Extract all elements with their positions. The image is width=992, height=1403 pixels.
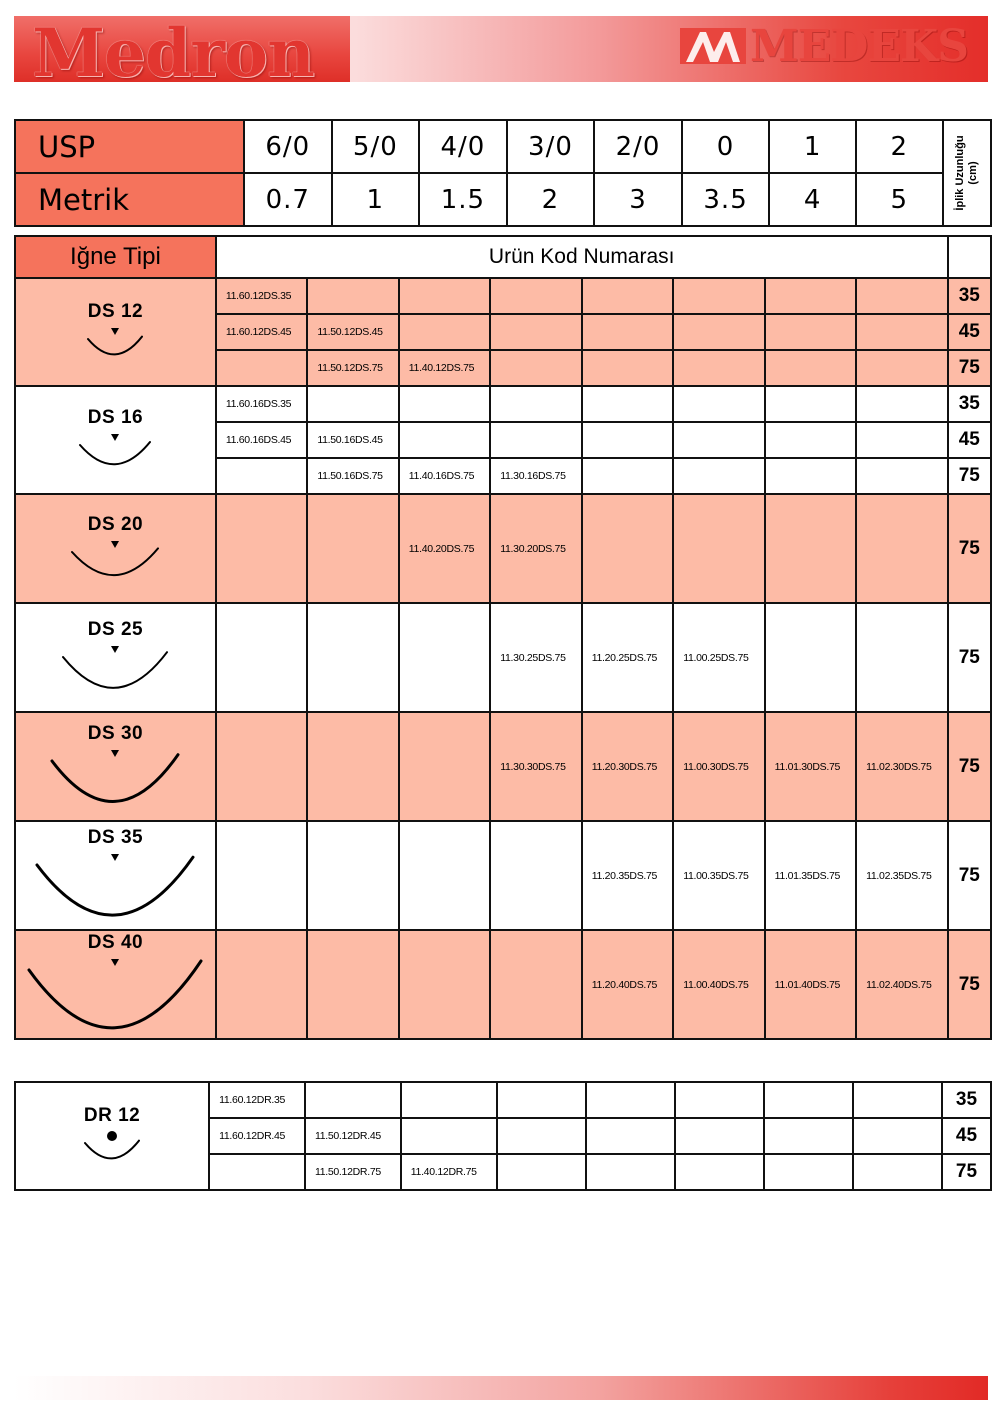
- needle-type-cell: [15, 386, 216, 494]
- product-code-cell: [209, 1154, 305, 1190]
- needle-curve-icon: [59, 643, 171, 697]
- product-code-cell: [216, 603, 307, 712]
- product-code-cell: [307, 712, 398, 821]
- usp-size-table: [14, 119, 992, 227]
- needle-curve-icon: [68, 538, 162, 584]
- footer-bar: [14, 1376, 988, 1400]
- product-code-cell: 11.50.16DS.75: [307, 458, 398, 494]
- product-code-cell: [216, 350, 307, 386]
- product-code-cell: 11.60.16DS.35: [216, 386, 307, 422]
- product-code-cell: [673, 422, 764, 458]
- product-code-cell: [853, 1118, 942, 1154]
- needle-curve-icon: [33, 851, 197, 925]
- product-code-cell: [216, 458, 307, 494]
- product-code-cell: 11.30.20DS.75: [490, 494, 581, 603]
- product-code-cell: 11.60.12DS.45: [216, 314, 307, 350]
- needle-curve-icon: [25, 956, 205, 1038]
- length-label: İplik Uzunluğu: [953, 135, 966, 211]
- product-code-cell: [853, 1154, 942, 1190]
- product-code-cell: 11.60.16DS.45: [216, 422, 307, 458]
- thread-length-cell: 75: [948, 350, 991, 386]
- product-code-cell: [856, 278, 947, 314]
- product-code-cell: 11.02.40DS.75: [856, 930, 947, 1039]
- product-code-cell: 11.60.12DR.45: [209, 1118, 305, 1154]
- needle-type-cell: [15, 278, 216, 386]
- product-code-cell: [401, 1082, 497, 1118]
- product-code-cell: [582, 350, 673, 386]
- product-code-cell: [675, 1154, 764, 1190]
- metrik-label: Metrik: [15, 173, 244, 226]
- brand-title: Medron: [32, 14, 314, 92]
- product-code-cell: [399, 821, 490, 930]
- product-code-cell: [490, 422, 581, 458]
- product-code-cell: [673, 278, 764, 314]
- product-code-cell: [490, 930, 581, 1039]
- product-code-cell: [305, 1082, 401, 1118]
- product-code-cell: 11.40.12DS.75: [399, 350, 490, 386]
- length-header: [943, 120, 991, 226]
- thread-length-cell: 45: [942, 1118, 991, 1154]
- product-row: [15, 1082, 991, 1118]
- table-header-row: [15, 236, 991, 278]
- thread-length-cell: 45: [948, 422, 991, 458]
- needle-type-header: Iğne Tipi: [15, 236, 216, 278]
- product-code-cell: [582, 494, 673, 603]
- product-code-cell: [216, 930, 307, 1039]
- product-code-cell: [856, 386, 947, 422]
- product-code-cell: 11.30.30DS.75: [490, 712, 581, 821]
- product-code-cell: 11.60.12DR.35: [209, 1082, 305, 1118]
- product-code-cell: [582, 278, 673, 314]
- product-code-cell: [401, 1118, 497, 1154]
- metrik-value: 1.5: [419, 173, 507, 226]
- thread-length-cell: 75: [942, 1154, 991, 1190]
- needle-type-name: DR 12: [83, 1105, 141, 1126]
- company-logo: [680, 20, 968, 72]
- product-code-cell: [765, 278, 856, 314]
- product-code-cell: [582, 422, 673, 458]
- product-code-cell: [582, 458, 673, 494]
- product-code-cell: [497, 1082, 586, 1118]
- product-code-cell: [673, 458, 764, 494]
- product-code-cell: [307, 494, 398, 603]
- product-code-cell: [856, 350, 947, 386]
- product-code-cell: [399, 278, 490, 314]
- product-code-cell: [765, 458, 856, 494]
- product-code-cell: [490, 386, 581, 422]
- product-code-cell: [856, 603, 947, 712]
- product-code-cell: [307, 278, 398, 314]
- length-unit: (cm): [966, 161, 979, 185]
- product-code-cell: [764, 1154, 853, 1190]
- product-code-cell: 11.50.12DR.75: [305, 1154, 401, 1190]
- product-code-cell: [307, 386, 398, 422]
- product-code-cell: [399, 930, 490, 1039]
- usp-value: 4/0: [419, 120, 507, 173]
- product-code-cell: [586, 1154, 675, 1190]
- product-row: [15, 930, 991, 1039]
- usp-value: 2/0: [594, 120, 682, 173]
- needle-type-name: DS 20: [87, 513, 144, 535]
- product-code-cell: [673, 386, 764, 422]
- logo-text: MEDEKS: [750, 20, 968, 72]
- product-code-cell: [216, 821, 307, 930]
- product-code-cell: 11.50.12DS.75: [307, 350, 398, 386]
- product-code-header: Urün Kod Numarası: [216, 236, 948, 278]
- product-code-cell: [490, 350, 581, 386]
- metrik-value: 2: [507, 173, 595, 226]
- product-code-cell: [399, 603, 490, 712]
- product-code-cell: [497, 1154, 586, 1190]
- needle-type-name: DS 25: [87, 618, 144, 640]
- product-code-cell: 11.20.35DS.75: [582, 821, 673, 930]
- product-row: [15, 712, 991, 821]
- product-code-cell: [853, 1082, 942, 1118]
- product-code-cell: [586, 1118, 675, 1154]
- product-code-cell: 11.20.40DS.75: [582, 930, 673, 1039]
- product-code-cell: 11.00.35DS.75: [673, 821, 764, 930]
- product-code-cell: [764, 1082, 853, 1118]
- product-code-cell: [497, 1118, 586, 1154]
- thread-length-cell: 75: [948, 494, 991, 603]
- dr-product-table: [14, 1081, 992, 1191]
- product-code-cell: [673, 350, 764, 386]
- thread-length-cell: 75: [948, 930, 991, 1039]
- product-code-cell: [582, 386, 673, 422]
- product-row: [15, 603, 991, 712]
- product-code-cell: 11.02.30DS.75: [856, 712, 947, 821]
- needle-type-cell: [15, 603, 216, 712]
- usp-value: 5/0: [332, 120, 420, 173]
- thread-length-cell: 75: [948, 603, 991, 712]
- product-row: [15, 278, 991, 314]
- product-row: [15, 494, 991, 603]
- product-code-cell: 11.50.16DS.45: [307, 422, 398, 458]
- usp-row: [15, 120, 991, 173]
- needle-type-cell: [15, 494, 216, 603]
- product-code-cell: [399, 386, 490, 422]
- product-code-cell: 11.20.30DS.75: [582, 712, 673, 821]
- product-code-cell: [765, 494, 856, 603]
- thread-length-cell: 35: [948, 278, 991, 314]
- thread-length-cell: 35: [948, 386, 991, 422]
- needle-type-name: DS 40: [87, 931, 144, 953]
- usp-value: 0: [682, 120, 770, 173]
- metrik-value: 1: [332, 173, 420, 226]
- needle-type-cell: [15, 821, 216, 930]
- thread-length-cell: 75: [948, 712, 991, 821]
- product-code-cell: 11.01.35DS.75: [765, 821, 856, 930]
- product-code-cell: [216, 712, 307, 821]
- product-code-cell: 11.00.40DS.75: [673, 930, 764, 1039]
- product-code-cell: [586, 1082, 675, 1118]
- usp-value: 3/0: [507, 120, 595, 173]
- product-code-cell: [582, 314, 673, 350]
- product-code-cell: [675, 1082, 764, 1118]
- product-code-cell: [307, 821, 398, 930]
- metrik-value: 3.5: [682, 173, 770, 226]
- thread-length-cell: 35: [942, 1082, 991, 1118]
- product-code-cell: 11.01.30DS.75: [765, 712, 856, 821]
- product-code-cell: [765, 603, 856, 712]
- needle-type-name: DS 30: [87, 722, 144, 744]
- needle-type-name: DS 16: [87, 407, 144, 428]
- product-code-cell: [856, 458, 947, 494]
- product-code-cell: 11.60.12DS.35: [216, 278, 307, 314]
- needle-type-name: DS 12: [87, 301, 144, 322]
- needle-type-cell: [15, 712, 216, 821]
- product-code-cell: 11.20.25DS.75: [582, 603, 673, 712]
- needle-curve-icon: [48, 747, 182, 811]
- product-code-cell: [216, 494, 307, 603]
- usp-value: 1: [769, 120, 856, 173]
- product-code-table: [14, 235, 992, 1040]
- needle-type-name: DS 35: [87, 826, 144, 848]
- product-code-cell: [765, 350, 856, 386]
- product-code-cell: 11.40.12DR.75: [401, 1154, 497, 1190]
- needle-curve-icon: [84, 325, 146, 363]
- needle-curve-icon: [76, 431, 154, 473]
- product-code-cell: 11.30.16DS.75: [490, 458, 581, 494]
- product-row: [15, 386, 991, 422]
- product-code-cell: [490, 314, 581, 350]
- product-code-cell: 11.02.35DS.75: [856, 821, 947, 930]
- product-code-cell: [856, 422, 947, 458]
- usp-value: 6/0: [244, 120, 332, 173]
- metrik-value: 5: [856, 173, 943, 226]
- product-code-cell: 11.00.25DS.75: [673, 603, 764, 712]
- metrik-row: [15, 173, 991, 226]
- needle-curve-icon: [81, 1129, 143, 1167]
- usp-value: 2: [856, 120, 943, 173]
- product-code-cell: [675, 1118, 764, 1154]
- thread-length-cell: 75: [948, 821, 991, 930]
- product-code-cell: 11.40.20DS.75: [399, 494, 490, 603]
- product-code-cell: 11.40.16DS.75: [399, 458, 490, 494]
- metrik-value: 4: [769, 173, 856, 226]
- product-code-cell: [490, 821, 581, 930]
- product-code-cell: [399, 712, 490, 821]
- product-code-cell: [490, 278, 581, 314]
- product-code-cell: [765, 386, 856, 422]
- medeks-logo-icon: [680, 26, 748, 66]
- product-code-cell: 11.00.30DS.75: [673, 712, 764, 821]
- product-code-cell: [764, 1118, 853, 1154]
- product-code-cell: 11.50.12DS.45: [307, 314, 398, 350]
- header-banner: [14, 14, 988, 92]
- product-code-cell: 11.50.12DR.45: [305, 1118, 401, 1154]
- product-code-cell: [856, 314, 947, 350]
- product-code-cell: [307, 603, 398, 712]
- product-code-cell: [765, 422, 856, 458]
- product-code-cell: [673, 314, 764, 350]
- product-code-cell: 11.30.25DS.75: [490, 603, 581, 712]
- metrik-value: 3: [594, 173, 682, 226]
- product-code-cell: [765, 314, 856, 350]
- needle-type-cell: [15, 1082, 209, 1190]
- product-code-cell: 11.01.40DS.75: [765, 930, 856, 1039]
- product-code-cell: [399, 422, 490, 458]
- product-code-cell: [673, 494, 764, 603]
- product-code-cell: [856, 494, 947, 603]
- product-row: [15, 821, 991, 930]
- thread-length-cell: 45: [948, 314, 991, 350]
- thread-length-cell: 75: [948, 458, 991, 494]
- metrik-value: 0.7: [244, 173, 332, 226]
- product-code-cell: [307, 930, 398, 1039]
- length-header-cell: [948, 236, 991, 278]
- usp-label: USP: [15, 120, 244, 173]
- needle-type-cell: [15, 930, 216, 1039]
- product-code-cell: [399, 314, 490, 350]
